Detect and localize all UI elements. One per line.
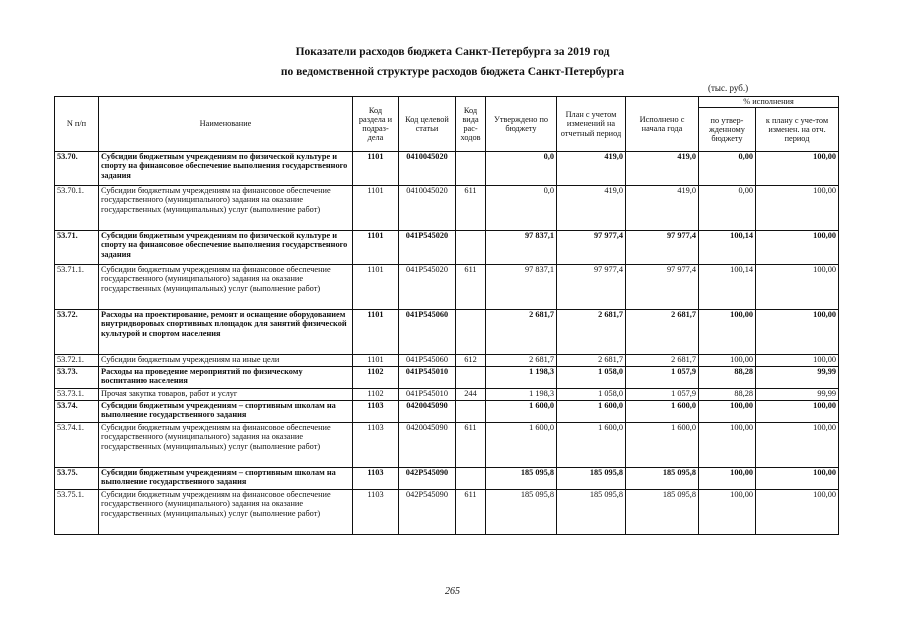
row-executed: 2 681,7	[626, 310, 699, 355]
row-target-code: 041P545020	[399, 265, 456, 310]
row-pct-budget: 100,00	[699, 423, 756, 468]
row-pct-plan: 100,00	[756, 355, 839, 367]
row-section-code: 1101	[353, 231, 399, 265]
row-target-code: 042P545090	[399, 490, 456, 535]
row-pct-budget: 100,00	[699, 355, 756, 367]
units-label: (тыс. руб.)	[708, 83, 749, 93]
row-number: 53.71.1.	[55, 265, 99, 310]
header-approved: Утверждено по бюджету	[486, 97, 557, 152]
row-plan: 97 977,4	[557, 231, 626, 265]
header-plan: План с учетом изменений на отчетный период	[557, 97, 626, 152]
row-plan: 97 977,4	[557, 265, 626, 310]
row-section-code: 1103	[353, 423, 399, 468]
row-pct-plan: 100,00	[756, 265, 839, 310]
row-name: Субсидии бюджетным учреждениям по физической культуре и спорту на финансовое обеспечение выполнения государственного задания	[99, 231, 353, 265]
row-plan: 419,0	[557, 186, 626, 231]
row-pct-budget: 0,00	[699, 152, 756, 186]
row-type-code	[456, 231, 486, 265]
row-pct-plan: 99,99	[756, 389, 839, 401]
row-plan: 1 058,0	[557, 389, 626, 401]
row-number: 53.73.1.	[55, 389, 99, 401]
table-row	[55, 152, 839, 186]
row-plan: 1 058,0	[557, 367, 626, 389]
page-number: 265	[445, 586, 460, 597]
table-row	[55, 310, 839, 355]
row-type-code	[456, 310, 486, 355]
row-number: 53.74.	[55, 401, 99, 423]
row-section-code: 1103	[353, 490, 399, 535]
row-number: 53.72.	[55, 310, 99, 355]
row-approved: 185 095,8	[486, 468, 557, 490]
table-row	[55, 355, 839, 367]
row-executed: 419,0	[626, 152, 699, 186]
row-number: 53.70.1.	[55, 186, 99, 231]
header-name: Наименование	[99, 97, 353, 152]
table-row	[55, 490, 839, 535]
row-pct-budget: 100,00	[699, 401, 756, 423]
row-executed: 1 057,9	[626, 389, 699, 401]
row-plan: 185 095,8	[557, 468, 626, 490]
row-name: Прочая закупка товаров, работ и услуг	[99, 389, 353, 401]
row-executed: 185 095,8	[626, 468, 699, 490]
row-section-code: 1103	[353, 401, 399, 423]
row-plan: 419,0	[557, 152, 626, 186]
row-executed: 1 600,0	[626, 401, 699, 423]
row-section-code: 1101	[353, 310, 399, 355]
row-type-code	[456, 367, 486, 389]
page-subtitle: по ведомственной структуре расходов бюджета Санкт-Петербурга	[280, 66, 625, 78]
row-type-code: 612	[456, 355, 486, 367]
row-number: 53.70.	[55, 152, 99, 186]
row-section-code: 1103	[353, 468, 399, 490]
row-section-code: 1101	[353, 186, 399, 231]
row-type-code: 611	[456, 490, 486, 535]
row-approved: 1 198,3	[486, 389, 557, 401]
header-pct-budget: по утвер-жденному бюджету	[699, 108, 756, 152]
row-type-code: 611	[456, 423, 486, 468]
row-plan: 1 600,0	[557, 423, 626, 468]
row-approved: 97 837,1	[486, 231, 557, 265]
row-approved: 2 681,7	[486, 355, 557, 367]
row-number: 53.72.1.	[55, 355, 99, 367]
row-name: Субсидии бюджетным учреждениям на финансовое обеспечение государственного (муниципального) задания на оказание государственных (муниципальных) услуг (выполнение работ)	[99, 423, 353, 468]
row-pct-plan: 100,00	[756, 401, 839, 423]
table-row	[55, 468, 839, 490]
expenditure-table	[54, 96, 839, 535]
row-pct-plan: 100,00	[756, 423, 839, 468]
header-pct-plan: к плану с уче-том изменен. на отч. период	[756, 108, 839, 152]
row-executed: 1 600,0	[626, 423, 699, 468]
row-target-code: 041P545060	[399, 355, 456, 367]
row-name: Субсидии бюджетным учреждениям – спортивным школам на выполнение государственного задания	[99, 401, 353, 423]
row-name: Субсидии бюджетным учреждениям на финансовое обеспечение государственного (муниципального) задания на оказание государственных (муниципальных) услуг (выполнение работ)	[99, 490, 353, 535]
header-target: Код целевой статьи	[399, 97, 456, 152]
row-pct-plan: 100,00	[756, 490, 839, 535]
row-section-code: 1101	[353, 265, 399, 310]
row-type-code	[456, 401, 486, 423]
table-row	[55, 401, 839, 423]
row-plan: 2 681,7	[557, 355, 626, 367]
table-row	[55, 265, 839, 310]
row-pct-plan: 100,00	[756, 152, 839, 186]
row-executed: 97 977,4	[626, 265, 699, 310]
header-section: Код раздела и подраз-дела	[353, 97, 399, 152]
row-name: Субсидии бюджетным учреждениям по физической культуре и спорту на финансовое обеспечение выполнения государственного задания	[99, 152, 353, 186]
row-number: 53.74.1.	[55, 423, 99, 468]
table-row	[55, 186, 839, 231]
row-type-code: 611	[456, 186, 486, 231]
row-pct-plan: 100,00	[756, 231, 839, 265]
row-target-code: 041P545010	[399, 389, 456, 401]
row-pct-budget: 100,00	[699, 490, 756, 535]
header-percent-group: % исполнения	[699, 97, 839, 108]
row-name: Расходы на проведение мероприятий по физическому воспитанию населения	[99, 367, 353, 389]
row-plan: 2 681,7	[557, 310, 626, 355]
row-pct-budget: 100,00	[699, 468, 756, 490]
row-executed: 419,0	[626, 186, 699, 231]
row-target-code: 041P545010	[399, 367, 456, 389]
row-pct-plan: 100,00	[756, 468, 839, 490]
row-number: 53.71.	[55, 231, 99, 265]
header-executed: Исполнено с начала года	[626, 97, 699, 152]
row-type-code	[456, 152, 486, 186]
row-approved: 97 837,1	[486, 265, 557, 310]
row-approved: 1 198,3	[486, 367, 557, 389]
row-pct-budget: 100,14	[699, 265, 756, 310]
header-num: N п/п	[55, 97, 99, 152]
row-target-code: 042P545090	[399, 468, 456, 490]
page-title: Показатели расходов бюджета Санкт-Петербурга за 2019 год	[295, 46, 610, 58]
row-pct-plan: 99,99	[756, 367, 839, 389]
row-approved: 0,0	[486, 152, 557, 186]
row-approved: 185 095,8	[486, 490, 557, 535]
row-pct-budget: 88,28	[699, 389, 756, 401]
row-section-code: 1101	[353, 152, 399, 186]
row-target-code: 041P545020	[399, 231, 456, 265]
row-name: Расходы на проектирование, ремонт и оснащение оборудованием внутридворовых спортивных площадок для занятий физической культурой и спортом населения	[99, 310, 353, 355]
row-approved: 0,0	[486, 186, 557, 231]
row-number: 53.73.	[55, 367, 99, 389]
row-pct-budget: 100,14	[699, 231, 756, 265]
row-executed: 185 095,8	[626, 490, 699, 535]
row-section-code: 1102	[353, 389, 399, 401]
row-target-code: 0410045020	[399, 186, 456, 231]
row-name: Субсидии бюджетным учреждениям на иные цели	[99, 355, 353, 367]
row-pct-plan: 100,00	[756, 186, 839, 231]
table-header	[55, 97, 839, 152]
row-number: 53.75.1.	[55, 490, 99, 535]
row-name: Субсидии бюджетным учреждениям на финансовое обеспечение государственного (муниципального) задания на оказание государственных (муниципальных) услуг (выполнение работ)	[99, 186, 353, 231]
row-number: 53.75.	[55, 468, 99, 490]
row-section-code: 1101	[353, 355, 399, 367]
row-name: Субсидии бюджетным учреждениям на финансовое обеспечение государственного (муниципального) задания на оказание государственных (муниципальных) услуг (выполнение работ)	[99, 265, 353, 310]
row-executed: 97 977,4	[626, 231, 699, 265]
row-pct-budget: 100,00	[699, 310, 756, 355]
row-approved: 1 600,0	[486, 401, 557, 423]
row-section-code: 1102	[353, 367, 399, 389]
header-type: Код вида рас-ходов	[456, 97, 486, 152]
row-pct-budget: 88,28	[699, 367, 756, 389]
table-row	[55, 231, 839, 265]
row-type-code: 611	[456, 265, 486, 310]
table-row	[55, 389, 839, 401]
table-body	[55, 152, 839, 535]
row-target-code: 041P545060	[399, 310, 456, 355]
row-name: Субсидии бюджетным учреждениям – спортивным школам на выполнение государственного задания	[99, 468, 353, 490]
row-type-code	[456, 468, 486, 490]
row-target-code: 0410045020	[399, 152, 456, 186]
row-pct-budget: 0,00	[699, 186, 756, 231]
table-row	[55, 367, 839, 389]
row-approved: 2 681,7	[486, 310, 557, 355]
row-plan: 185 095,8	[557, 490, 626, 535]
row-type-code: 244	[456, 389, 486, 401]
row-target-code: 0420045090	[399, 401, 456, 423]
table-row	[55, 423, 839, 468]
row-executed: 1 057,9	[626, 367, 699, 389]
row-pct-plan: 100,00	[756, 310, 839, 355]
row-target-code: 0420045090	[399, 423, 456, 468]
row-plan: 1 600,0	[557, 401, 626, 423]
row-approved: 1 600,0	[486, 423, 557, 468]
row-executed: 2 681,7	[626, 355, 699, 367]
